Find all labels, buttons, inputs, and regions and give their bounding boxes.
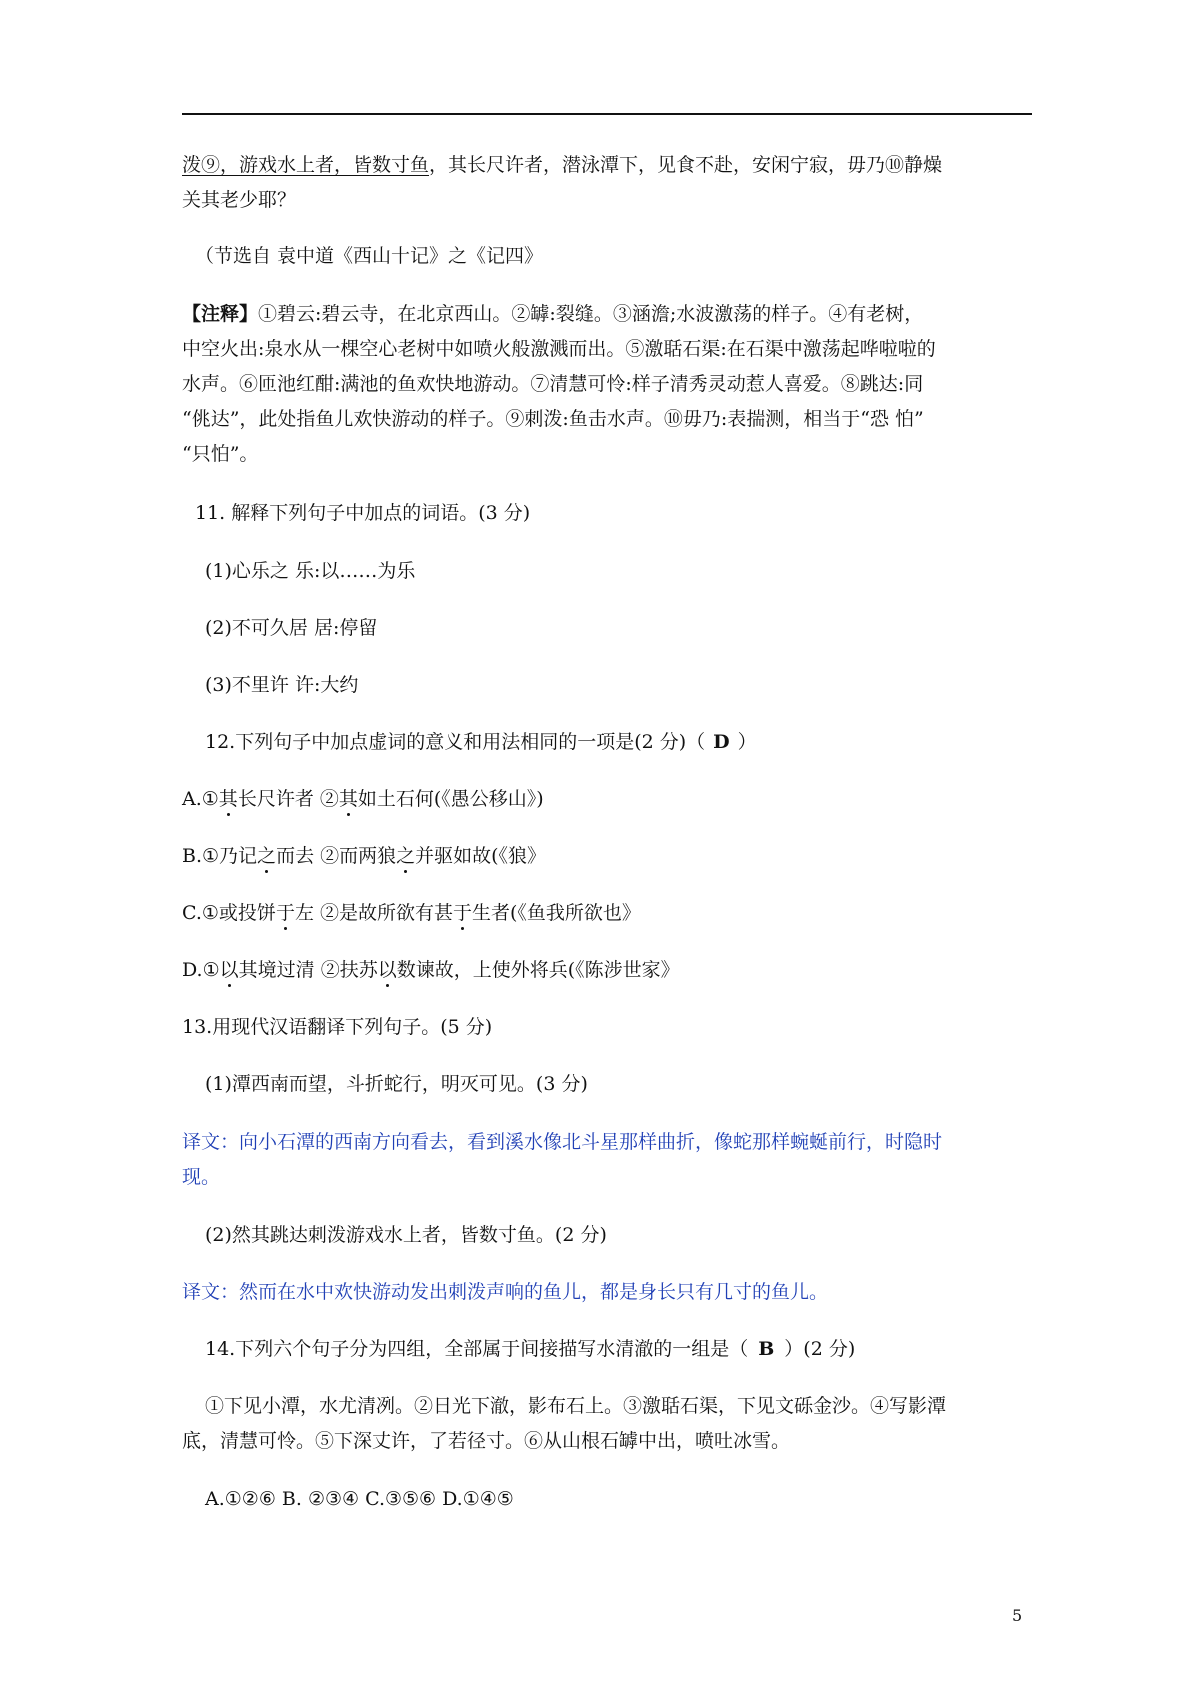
- dotted-word: 于: [453, 902, 473, 924]
- passage-line-2: 关其老少耶？: [182, 189, 297, 211]
- option-c: C.①或投饼于左 ②是故所欲有甚于生者(《鱼我所欲也》: [182, 902, 641, 924]
- header-rule: [182, 113, 1032, 115]
- translation-1-line-1: 译文：向小石潭的西南方向看去，看到溪水像北斗星那样曲折，像蛇那样蜿蜒前行，时隐时: [182, 1131, 943, 1153]
- option-a: A.①其长尺许者 ②其如土石何(《愚公移山》): [182, 788, 544, 810]
- dotted-word: 其: [338, 788, 358, 810]
- question-11-item-1: (1)心乐之 乐:以……为乐: [205, 560, 416, 582]
- translation-2: 译文：然而在水中欢快游动发出刺泼声响的鱼儿，都是身长只有几寸的鱼儿。: [182, 1281, 829, 1303]
- question-13-sentence-1: (1)潭西南而望，斗折蛇行，明灭可见。(3 分): [205, 1073, 588, 1095]
- dotted-word: 其: [218, 788, 238, 810]
- dotted-word: 于: [275, 902, 295, 924]
- underlined-text: 泼⑨，游戏水上者，皆数寸鱼: [182, 154, 430, 176]
- question-12-answer: D: [713, 731, 730, 753]
- dotted-word: 之: [257, 845, 277, 867]
- page-number: 5: [1012, 1606, 1023, 1625]
- question-14-title: 14.下列六个句子分为四组，全部属于间接描写水清澈的一组是（ B ）(2 分): [205, 1338, 856, 1360]
- question-11-item-3: (3)不里许 许:大约: [205, 674, 359, 696]
- dotted-word: 以: [219, 959, 239, 981]
- notes-line-3: 水声。⑥匝池红酣:满池的鱼欢快地游动。⑦清慧可怜:样子清秀灵动惹人喜爱。⑧跳达:同: [182, 373, 924, 395]
- notes-line-4: “佻达”，此处指鱼儿欢快游动的样子。⑨刺泼:鱼击水声。⑩毋乃:表揣测，相当于“恐 怕”: [182, 408, 924, 430]
- notes-line-2: 中空火出:泉水从一棵空心老树中如喷火般激溅而出。⑤激聒石渠:在石渠中激荡起哗啦啦的: [182, 338, 936, 360]
- passage-source: （节选自 袁中道《西山十记》之《记四》: [195, 245, 544, 267]
- dotted-word: 之: [396, 845, 416, 867]
- notes-tag: 【注释】: [182, 303, 259, 325]
- question-13-title: 13.用现代汉语翻译下列句子。(5 分): [182, 1016, 493, 1038]
- question-12-title: 12.下列句子中加点虚词的意义和用法相同的一项是(2 分)（ D ）: [205, 731, 757, 753]
- option-b: B.①乃记之而去 ②而两狼之并驱如故(《狼》: [182, 845, 547, 867]
- option-d: D.①以其境过清 ②扶苏以数谏故，上使外将兵(《陈涉世家》: [182, 959, 680, 981]
- question-14-line-1: ①下见小潭，水尤清冽。②日光下澈，影布石上。③激聒石渠，下见文砾金沙。④写影潭: [205, 1395, 947, 1417]
- question-13-sentence-2: (2)然其跳达刺泼游戏水上者，皆数寸鱼。(2 分): [205, 1224, 607, 1246]
- question-11-item-2: (2)不可久居 居:停留: [205, 617, 378, 639]
- passage-line-1: 泼⑨，游戏水上者，皆数寸鱼，其长尺许者，潜泳潭下，见食不赴，安闲宁寂，毋乃⑩静燥: [182, 154, 943, 176]
- question-11-title: 11. 解释下列句子中加点的词语。(3 分): [195, 502, 531, 524]
- question-14-answer: B: [758, 1338, 775, 1360]
- notes-line-1: 【注释】①碧云:碧云寺，在北京西山。②罅:裂缝。③涵澹;水波激荡的样子。④有老树，: [182, 303, 924, 325]
- notes-line-5: “只怕”。: [182, 443, 259, 465]
- question-14-options: A.①②⑥ B. ②③④ C.③⑤⑥ D.①④⑤: [205, 1488, 514, 1510]
- dotted-word: 以: [377, 959, 397, 981]
- translation-1-line-2: 现。: [182, 1166, 221, 1188]
- question-14-line-2: 底，清慧可怜。⑤下深丈许，了若径寸。⑥从山根石罅中出，喷吐冰雪。: [182, 1430, 791, 1452]
